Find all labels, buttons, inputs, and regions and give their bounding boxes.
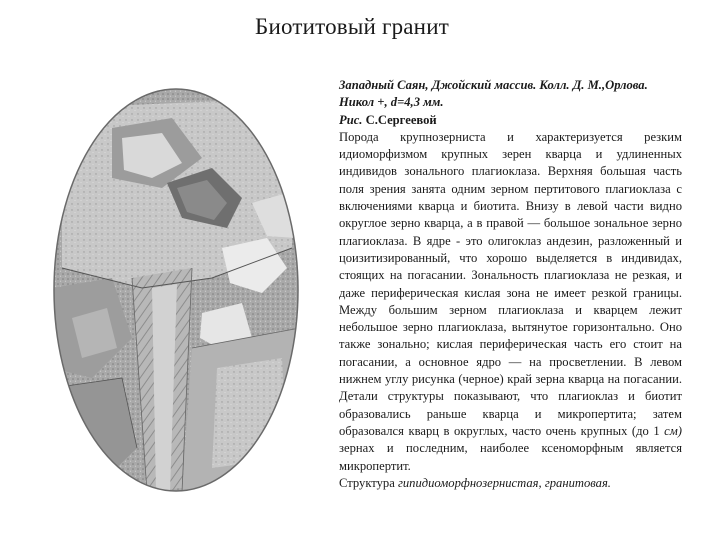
- caption-prefix: Рис.: [339, 112, 363, 127]
- figure-caption: [339, 112, 682, 129]
- structure-label: Структура: [339, 475, 398, 490]
- specimen-heading: [339, 77, 682, 112]
- caption-author: С.Сергеевой: [365, 112, 437, 127]
- structure-value: гипидиоморфнозернистая, гранитовая.: [397, 475, 611, 490]
- body-text-2: зернах и последним, наиболее ксеноморфным является микропертит.: [339, 441, 682, 473]
- description-body: [339, 129, 682, 475]
- thin-section-micrograph: [52, 88, 300, 492]
- specimen-unit: мм.: [423, 95, 444, 110]
- specimen-location: Западный Саян, Джойский массив. Колл. Д. М.,Орлова. Никол +, d=4,3: [339, 78, 648, 110]
- structure-line: [339, 475, 682, 492]
- body-unit: см): [664, 423, 682, 438]
- description-block: [339, 77, 682, 492]
- body-text-1: Порода крупнозерниста и характеризуется резким идиоморфизмом крупных зерен кварца и удлиненных индивидов зонального плагиоклаза. Верхняя большая часть поля зрения занята одним зерном пертитового плагиоклаза с включениями кварца и биотита. Внизу в левой части видно округлое зерно кварца, а в правой — большое зональное зерно плагиоклаза. В ядре - это олигоклаз андезин, разложенный и цоизитизированный, что хорошо выделяется в индивидах, стоящих на погасании. Зональность плагиоклаза не резкая, и даже периферическая кислая зона не имеет резкой границы. Между большим зерном плагиоклаза и кварцем лежит небольшое зерно плагиоклаза, вытянутое горизонтально. Оно также зонально; кислая периферическая часть его стоит на погасании, а основное ядро — на просветлении. В левом нижнем углу рисунка (черное) край зерна кварца на погасании. Детали структуры показывают, что плагиоклаз и биотит образовались раньше кварца и микропертита; затем образовался кварц в округлых, часто очень крупных (до 1: [339, 129, 682, 438]
- page-title: Биотитовый гранит: [255, 14, 449, 39]
